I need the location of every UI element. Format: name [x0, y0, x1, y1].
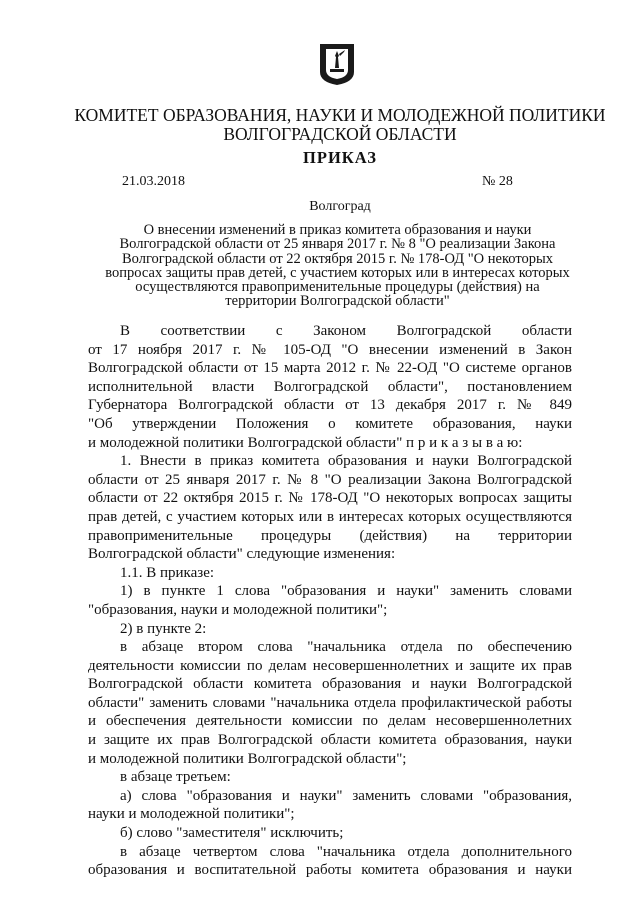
- body-text-line: "образования, науки и молодежной политики";: [88, 601, 388, 618]
- subject-line: Волгоградской области от 22 октября 2015 г. № 178-ОД "О некоторых: [122, 250, 553, 267]
- subject-line: осуществляются правоприменительные процедуры (действия) на: [135, 279, 540, 296]
- body-text-line: "Об утверждении Положения о комитете образования, науки: [88, 415, 572, 432]
- body-text-line: образования и воспитательной работы комитета образования и науки: [88, 862, 572, 879]
- subject-line: территории Волгоградской области": [225, 293, 450, 310]
- body-text-line: Волгоградской области комитета образования и науки Волгоградской: [88, 676, 572, 693]
- document-subject: [105, 223, 570, 309]
- body-text-line: 1. Внести в приказ комитета образования и науки Волгоградской: [120, 453, 572, 470]
- body-text-line: а) слова "образования и науки" заменить словами "образования,: [120, 787, 572, 804]
- body-text-line: от 17 ноября 2017 г. № 105-ОД "О внесении изменений в Закон: [88, 341, 572, 358]
- body-text-line: исполнительной власти Волгоградской области", постановлением: [88, 378, 572, 395]
- document-city: Волгоград: [309, 199, 371, 214]
- body-text-line: Волгоградской области" следующие изменения:: [88, 546, 396, 563]
- document-body: [88, 322, 572, 880]
- subject-line: О внесении изменений в приказ комитета образования и науки: [143, 222, 532, 238]
- body-text-line: деятельности комиссии по делам несовершеннолетних и защите их прав: [88, 657, 572, 674]
- organization-name-line-2: ВОЛГОГРАДСКОЙ ОБЛАСТИ: [223, 124, 457, 144]
- body-text-line: области от 22 октября 2015 г. № 178-ОД "О некоторых вопросах защиты: [88, 490, 572, 507]
- body-text-line: области" заменить словами "начальника отдела профилактической работы: [88, 694, 572, 711]
- document-type-title: ПРИКАЗ: [303, 148, 377, 167]
- body-text-line: в абзаце четвертом слова "начальника отдела дополнительного: [120, 843, 572, 860]
- body-text-line: в абзаце втором слова "начальника отдела по обеспечению: [120, 639, 572, 656]
- subject-line: Волгоградской области от 25 января 2017 г. № 8 "О реализации Закона: [119, 236, 556, 253]
- document-number: № 28: [482, 174, 513, 189]
- body-text-line: правоприменительные процедуры (действия) на территории: [88, 527, 572, 544]
- body-text-line: области от 25 января 2017 г. № 8 "О реализации Закона Волгоградской: [88, 471, 572, 488]
- body-text-line: в абзаце третьем:: [120, 769, 231, 786]
- body-text-line: В соответствии с Законом Волгоградской области: [120, 323, 572, 339]
- body-text-line: и молодежной политики Волгоградской области";: [88, 750, 407, 767]
- body-text-line: науки и молодежной политики";: [88, 806, 295, 823]
- body-text-line: и обеспечения деятельности комиссии по делам несовершеннолетних: [88, 713, 572, 730]
- document-date: 21.03.2018: [122, 174, 185, 189]
- body-text-line: 1) в пункте 1 слова "образования и науки" заменить словами: [120, 583, 572, 600]
- body-text-line: Волгоградской области от 15 марта 2012 г. № 22-ОД "О системе органов: [88, 360, 572, 377]
- emblem-icon: [318, 42, 356, 86]
- body-text-line: и молодежной политики Волгоградской области" п р и к а з ы в а ю:: [88, 434, 523, 451]
- organization-name-line-1: КОМИТЕТ ОБРАЗОВАНИЯ, НАУКИ И МОЛОДЕЖНОЙ ПОЛИТИКИ: [74, 105, 606, 125]
- body-text-line: прав детей, с участием которых или в интересах которых осуществляются: [88, 508, 572, 525]
- subject-line: вопросах защиты прав детей, с участием которых или в интересах которых: [105, 264, 570, 281]
- body-text-line: 1.1. В приказе:: [120, 564, 215, 581]
- body-text-line: 2) в пункте 2:: [120, 620, 207, 637]
- body-text-line: б) слово "заместителя" исключить;: [120, 825, 344, 842]
- body-text-line: Губернатора Волгоградской области от 13 декабря 2017 г. № 849: [88, 397, 572, 414]
- body-text-line: и защите их прав Волгоградской области комитета образования, науки: [88, 732, 572, 749]
